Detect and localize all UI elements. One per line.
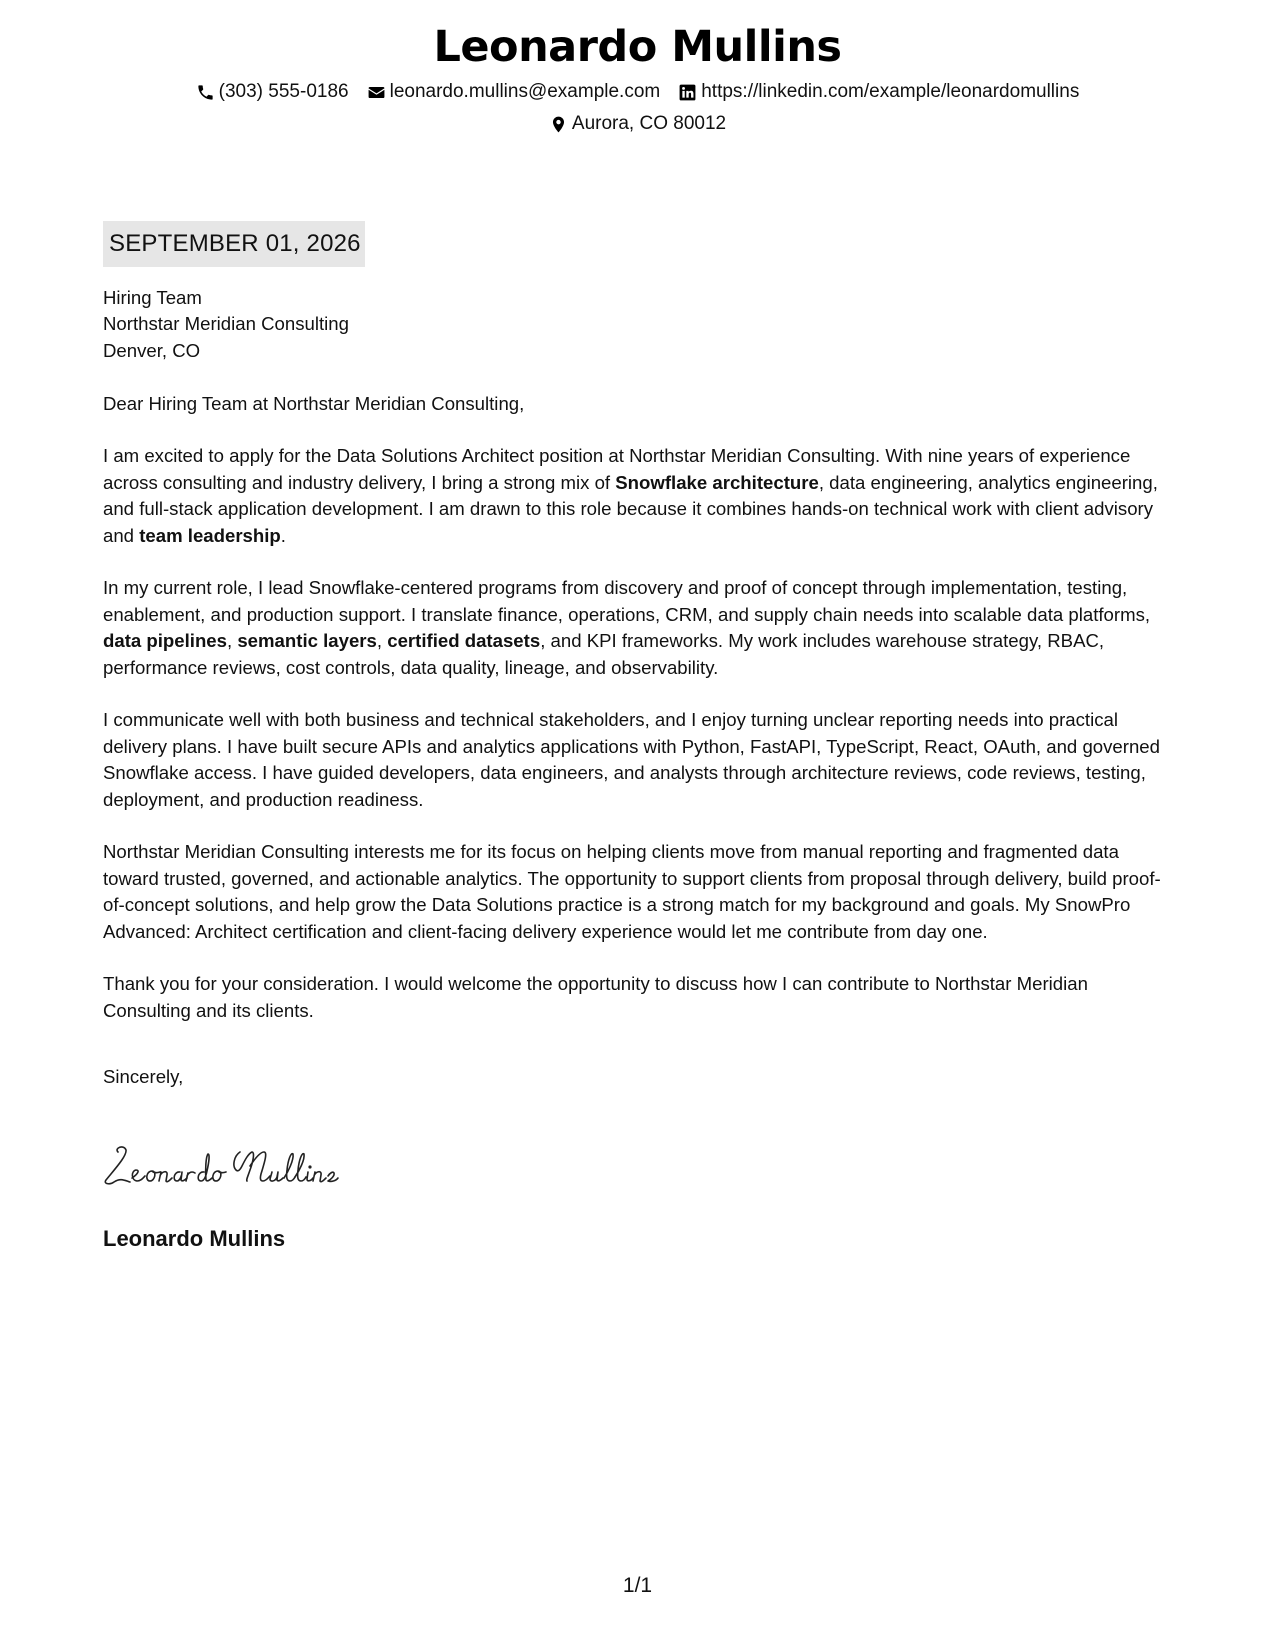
location-contact: [549, 108, 726, 140]
highlight-leadership: team leadership: [139, 524, 281, 546]
phone-contact: [196, 76, 349, 108]
recipient-block: [103, 285, 1173, 364]
phone-number: (303) 555-0186: [218, 81, 349, 102]
linkedin-icon: [678, 83, 697, 102]
closing: Sincerely,: [103, 1066, 184, 1088]
linkedin-contact[interactable]: [678, 76, 1079, 108]
paragraph-current-role: In my current role, I lead Snowflake-centered programs from discovery and proof of concept through implementation, testing, enablement, and production support. I translate finance, operations, CRM, and supply chain needs into scalable data platforms, data pipelines, semantic layers, certified datasets, and KPI frameworks. My work includes warehouse strategy, RBAC, performance reviews, cost controls, data quality, lineage, and observability.: [103, 577, 1151, 678]
highlight-snowflake: Snowflake architecture: [615, 471, 819, 493]
highlight-pipelines: data pipelines: [103, 630, 227, 652]
map-marker-icon: [549, 115, 568, 134]
contact-row: [0, 76, 1275, 108]
highlight-datasets: certified datasets: [387, 630, 541, 652]
paragraph-communication: I communicate well with both business and technical stakeholders, and I enjoy turning unclear reporting needs into practical delivery plans. I have built secure APIs and analytics applications with Python, FastAPI, TypeScript, React, OAuth, and governed Snowflake access. I have guided developers, data engineers, and analysts through architecture reviews, code reviews, testing, deployment, and production readiness.: [103, 709, 1160, 810]
letter-body: [103, 285, 1173, 1091]
phone-icon: [196, 83, 215, 102]
applicant-name: Leonardo Mullins: [433, 22, 842, 72]
recipient-company: Northstar Meridian Consulting: [103, 313, 349, 335]
letter-header: [0, 18, 1275, 140]
paragraph-thanks: Thank you for your consideration. I would welcome the opportunity to discuss how I can contribute to Northstar Meridian Consulting and its clients.: [103, 973, 1088, 1021]
page-number: 1/1: [622, 1574, 653, 1597]
email-contact[interactable]: [367, 76, 661, 108]
salutation: Dear Hiring Team at Northstar Meridian Consulting,: [103, 392, 525, 414]
location-row: [0, 108, 1275, 140]
linkedin-url[interactable]: https://linkedin.com/example/leonardomullins: [701, 81, 1080, 102]
handwritten-signature: [100, 1140, 390, 1188]
signer-name: Leonardo Mullins: [103, 1226, 286, 1251]
recipient-line: Hiring Team: [103, 287, 202, 308]
location-text: Aurora, CO 80012: [571, 113, 727, 134]
recipient-location: Denver, CO: [103, 339, 201, 361]
paragraph-company-interest: Northstar Meridian Consulting interests me for its focus on helping clients move from manual reporting and fragmented data toward trusted, governed, and actionable analytics. The opportunity to support clients from proposal through delivery, build proof-of-concept solutions, and help grow the Data Solutions practice is a strong match for my background and goals. My SnowPro Advanced: Architect certification and client-facing delivery experience would let me contribute from day one.: [103, 841, 1161, 942]
paragraph-intro: I am excited to apply for the Data Solutions Architect position at Northstar Meridian Consulting. With nine years of experience across consulting and industry delivery, I bring a strong mix of Snowflake architecture, data engineering, analytics engineering, and full-stack application development. I am drawn to this role because it combines hands-on technical work with client advisory and team leadership.: [103, 445, 1158, 546]
email-address[interactable]: leonardo.mullins@example.com: [389, 81, 661, 102]
letter-date: SEPTEMBER 01, 2026: [103, 221, 365, 267]
envelope-icon: [367, 83, 386, 102]
highlight-semantic: semantic layers: [237, 630, 377, 652]
